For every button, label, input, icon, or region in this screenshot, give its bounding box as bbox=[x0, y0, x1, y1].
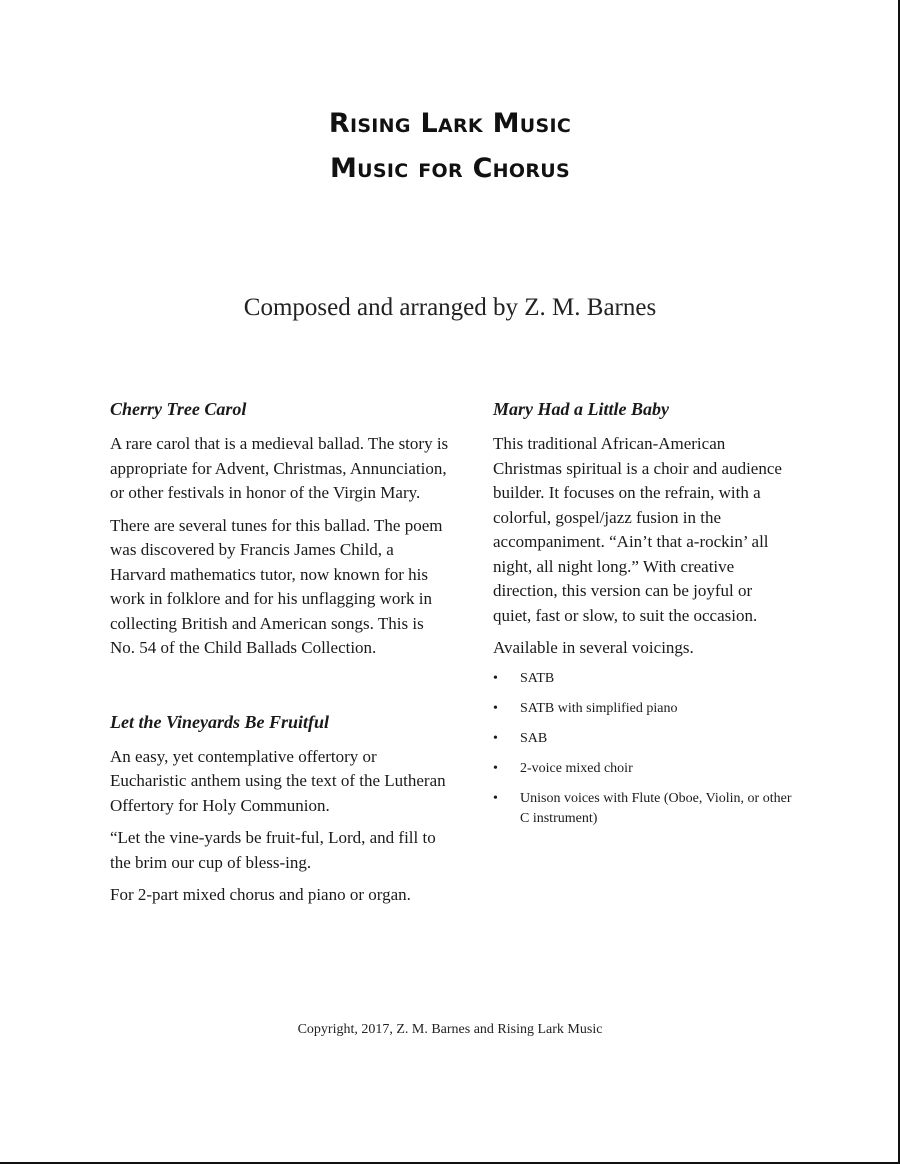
section-spacer bbox=[110, 669, 450, 709]
section-paragraph: A rare carol that is a medieval ballad. The story is appropriate for Advent, Christmas, Annunciation, or other festivals in honor of the Virgin Mary. bbox=[110, 434, 449, 502]
voicings-list bbox=[493, 669, 793, 829]
voicing-label: SATB with simplified piano bbox=[520, 700, 678, 716]
voicing-item bbox=[493, 699, 793, 719]
section-title: Cherry Tree Carol bbox=[110, 399, 247, 419]
section-title: Let the Vineyards Be Fruitful bbox=[110, 711, 330, 732]
section-paragraph: This traditional African-American Christmas spiritual is a choir and audience builder. It focuses on the refrain, with a colorful, gospel/jazz fusion in the accompaniment. “Ain’t that a-rockin’ all night, all night long.” With creative direction, this version can be joyful or quiet, fast or slow, to suit the occasion. bbox=[493, 434, 782, 625]
bullet-icon: • bbox=[493, 790, 498, 806]
voicing-item bbox=[493, 759, 793, 779]
publisher-title: Rising Lark Music bbox=[328, 108, 572, 139]
voicing-item bbox=[493, 789, 793, 829]
section-paragraph: An easy, yet contemplative offertory or Eucharistic anthem using the text of the Lutheran Offertory for Holy Communion. bbox=[110, 746, 446, 815]
bullet-icon: • bbox=[493, 730, 498, 746]
bullet-icon: • bbox=[493, 670, 498, 686]
section-title: Mary Had a Little Baby bbox=[493, 399, 669, 419]
section-paragraph: For 2-part mixed chorus and piano or organ. bbox=[110, 885, 411, 904]
bullet-icon: • bbox=[493, 760, 498, 776]
right-column bbox=[493, 396, 793, 839]
collection-title: Music for Chorus bbox=[330, 153, 570, 184]
voicing-label: SATB bbox=[520, 670, 555, 686]
voicing-item bbox=[493, 729, 793, 749]
bullet-icon: • bbox=[493, 700, 498, 716]
cherry-tree-carol-section bbox=[110, 396, 450, 661]
vineyards-section bbox=[110, 709, 450, 908]
mary-had-a-little-baby-section bbox=[493, 396, 793, 829]
voicing-label: 2-voice mixed choir bbox=[520, 760, 633, 776]
section-paragraph: There are several tunes for this ballad. The poem was discovered by Francis James Child, a Harvard mathematics tutor, now known for his work in folklore and for his unflagging work in collecting British and American songs. This is No. 54 of the Child Ballads Collection. bbox=[110, 515, 443, 657]
voicing-label: SAB bbox=[520, 730, 548, 746]
left-column bbox=[110, 396, 450, 916]
voicing-item bbox=[493, 669, 793, 689]
voicing-label: Unison voices with Flute (Oboe, Violin, or other C instrument) bbox=[520, 790, 792, 826]
section-paragraph: “Let the vine-yards be fruit-ful, Lord, and fill to the brim our cup of bless-ing. bbox=[110, 828, 436, 872]
section-paragraph: Available in several voicings. bbox=[493, 638, 694, 657]
copyright-notice: Copyright, 2017, Z. M. Barnes and Rising Lark Music bbox=[297, 1022, 603, 1037]
composer-credit: Composed and arranged by Z. M. Barnes bbox=[243, 294, 657, 321]
